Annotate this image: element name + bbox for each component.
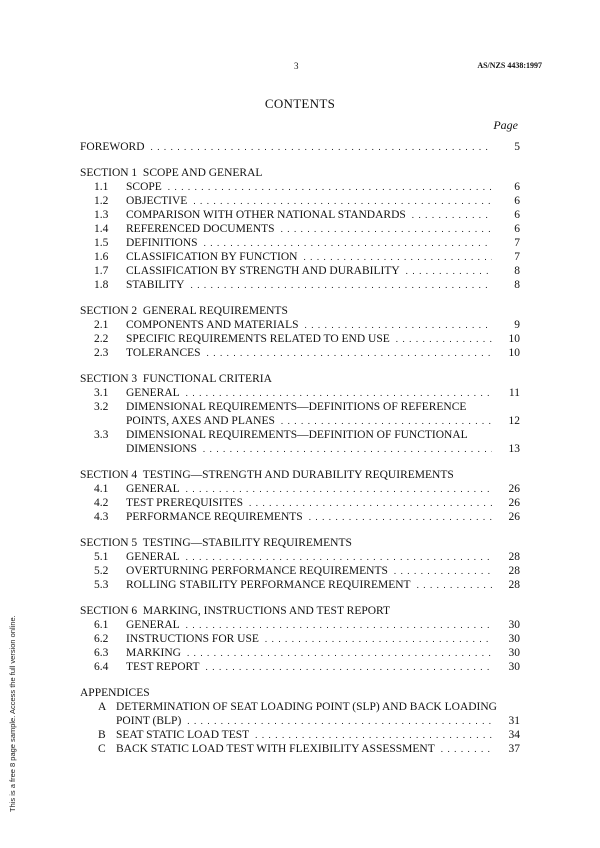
toc-entry[interactable] — [80, 618, 520, 632]
toc-entry[interactable] — [80, 250, 520, 264]
toc-entry-page: 37 — [508, 743, 520, 755]
toc-entry[interactable] — [80, 180, 520, 194]
toc-entry-title: GENERAL — [126, 387, 180, 399]
section-heading[interactable]: SECTION 1 SCOPE AND GENERAL — [80, 167, 263, 179]
toc-entry[interactable] — [80, 278, 520, 292]
spacer — [80, 674, 520, 686]
toc-entry-page: 26 — [508, 511, 520, 523]
dot-leader — [186, 482, 492, 496]
toc-entry-number: 5.1 — [94, 551, 109, 563]
toc-entry-title: MARKING — [126, 647, 181, 659]
toc-entry-title-continued: POINTS, AXES AND PLANES — [126, 415, 275, 427]
toc-entry-title: TEST PREREQUISITES — [126, 497, 244, 509]
toc-entry-page: 28 — [508, 551, 520, 563]
toc-entry-title: TEST REPORT — [126, 661, 200, 673]
toc-entry-title: GENERAL — [126, 483, 180, 495]
toc-entry-number: 2.1 — [94, 319, 109, 331]
toc-entry-foreword[interactable] — [80, 140, 520, 154]
dot-leader — [394, 564, 492, 578]
dot-leader — [441, 742, 492, 756]
dot-leader — [186, 550, 492, 564]
spacer — [80, 592, 520, 604]
dot-leader — [281, 414, 492, 428]
toc-entry-page: 12 — [508, 415, 520, 427]
toc-entry-continuation[interactable] — [80, 714, 520, 728]
dot-leader — [203, 442, 492, 456]
toc-entry[interactable] — [80, 346, 520, 360]
dot-leader — [265, 632, 492, 646]
toc-entry-page: 26 — [508, 483, 520, 495]
toc-entry[interactable] — [80, 496, 520, 510]
toc-entry-title: OVERTURNING PERFORMANCE REQUIREMENTS — [126, 565, 388, 577]
toc-entry-number: 1.6 — [94, 251, 109, 263]
toc-entry[interactable] — [80, 578, 520, 592]
toc-entry-title: INSTRUCTIONS FOR USE — [126, 633, 259, 645]
appendices-heading[interactable]: APPENDICES — [80, 687, 150, 699]
dot-leader — [406, 264, 492, 278]
section-heading[interactable]: SECTION 4 TESTING—STRENGTH AND DURABILITY REQUIREMENTS — [80, 469, 454, 481]
toc-entry-title: FOREWORD — [80, 141, 145, 153]
toc-entry-continuation[interactable] — [80, 414, 520, 428]
contents-title: CONTENTS — [264, 96, 336, 111]
toc-entry-number: 3.2 — [94, 401, 109, 413]
toc-entry-page: 5 — [514, 141, 520, 153]
toc-entry[interactable] — [80, 742, 520, 756]
toc-entry[interactable] — [80, 632, 520, 646]
spacer — [80, 456, 520, 468]
toc-entry[interactable] — [80, 550, 520, 564]
toc-entry-number: 2.2 — [94, 333, 109, 345]
table-of-contents — [80, 140, 520, 756]
toc-entry-number: C — [98, 743, 106, 755]
toc-entry-page: 7 — [514, 251, 520, 263]
toc-entry-title: CLASSIFICATION BY STRENGTH AND DURABILITY — [126, 265, 400, 277]
toc-entry-number: 1.1 — [94, 181, 109, 193]
toc-entry-number: 4.1 — [94, 483, 109, 495]
toc-entry[interactable] — [80, 428, 520, 442]
dot-leader — [151, 140, 492, 154]
toc-entry-page: 6 — [514, 209, 520, 221]
toc-entry-title: COMPONENTS AND MATERIALS — [126, 319, 299, 331]
toc-entry[interactable] — [80, 646, 520, 660]
toc-entry-number: 6.1 — [94, 619, 109, 631]
toc-entry[interactable] — [80, 208, 520, 222]
toc-entry-page: 28 — [508, 565, 520, 577]
toc-entry-number: 5.2 — [94, 565, 109, 577]
dot-leader — [309, 510, 492, 524]
dot-leader — [249, 496, 492, 510]
toc-entry[interactable] — [80, 728, 520, 742]
toc-entry-number: 3.1 — [94, 387, 109, 399]
dot-leader — [303, 250, 492, 264]
toc-entry-page: 30 — [508, 661, 520, 673]
toc-entry-title-continued: POINT (BLP) — [116, 715, 182, 727]
toc-entry[interactable] — [80, 700, 520, 714]
toc-entry[interactable] — [80, 660, 520, 674]
toc-entry[interactable] — [80, 386, 520, 400]
toc-entry-number: 1.8 — [94, 279, 109, 291]
toc-entry-number: 1.2 — [94, 195, 109, 207]
toc-entry-title: SPECIFIC REQUIREMENTS RELATED TO END USE — [126, 333, 390, 345]
toc-entry-page: 10 — [508, 347, 520, 359]
dot-leader — [191, 278, 493, 292]
toc-entry[interactable] — [80, 264, 520, 278]
toc-entry[interactable] — [80, 318, 520, 332]
section-heading[interactable]: SECTION 3 FUNCTIONAL CRITERIA — [80, 373, 272, 385]
toc-entry-number: 1.7 — [94, 265, 109, 277]
section-heading[interactable]: SECTION 6 MARKING, INSTRUCTIONS AND TEST REPORT — [80, 605, 391, 617]
dot-leader — [187, 714, 492, 728]
toc-entry-title: REFERENCED DOCUMENTS — [126, 223, 275, 235]
toc-entry-number: 4.3 — [94, 511, 109, 523]
toc-entry-title: SEAT STATIC LOAD TEST — [116, 729, 250, 741]
toc-entry-title-continued: DIMENSIONS — [126, 443, 197, 455]
document-code: AS/NZS 4438:1997 — [477, 61, 542, 70]
toc-entry[interactable] — [80, 510, 520, 524]
toc-entry-page: 7 — [514, 237, 520, 249]
toc-entry-number: 6.3 — [94, 647, 109, 659]
toc-entry-number: 6.4 — [94, 661, 109, 673]
toc-entry-title: GENERAL — [126, 551, 180, 563]
toc-entry-title: TOLERANCES — [126, 347, 201, 359]
section-heading[interactable]: SECTION 5 TESTING—STABILITY REQUIREMENTS — [80, 537, 352, 549]
toc-entry[interactable] — [80, 236, 520, 250]
dot-leader — [305, 318, 492, 332]
toc-entry-title: PERFORMANCE REQUIREMENTS — [126, 511, 303, 523]
toc-entry-title: COMPARISON WITH OTHER NATIONAL STANDARDS — [126, 209, 406, 221]
toc-entry-title: DIMENSIONAL REQUIREMENTS—DEFINITIONS OF REFERENCE — [126, 401, 467, 413]
spacer — [80, 154, 520, 166]
toc-entry-number: 1.5 — [94, 237, 109, 249]
toc-entry[interactable] — [80, 222, 520, 236]
page-column-label: Page — [493, 118, 518, 132]
dot-leader — [255, 728, 492, 742]
toc-entry-page: 8 — [514, 279, 520, 291]
dot-leader — [412, 208, 492, 222]
toc-entry-number: 1.4 — [94, 223, 109, 235]
toc-entry-page: 9 — [514, 319, 520, 331]
toc-entry-page: 28 — [508, 579, 520, 591]
page-number: 3 — [294, 61, 299, 71]
toc-entry-number: 1.3 — [94, 209, 109, 221]
dot-leader — [168, 180, 492, 194]
toc-entry[interactable] — [80, 564, 520, 578]
dot-leader — [204, 236, 492, 250]
dot-leader — [207, 346, 492, 360]
toc-entry-number: 2.3 — [94, 347, 109, 359]
dot-leader — [417, 578, 492, 592]
toc-entry-page: 6 — [514, 195, 520, 207]
toc-entry[interactable] — [80, 482, 520, 496]
toc-entry-title: DETERMINATION OF SEAT LOADING POINT (SLP) AND BACK LOADING — [116, 701, 497, 713]
toc-entry-number: B — [98, 729, 106, 741]
toc-entry-page: 6 — [514, 223, 520, 235]
toc-entry-page: 8 — [514, 265, 520, 277]
spacer — [80, 524, 520, 536]
sample-notice: This is a free 8 page sample. Access the full version online. — [8, 615, 17, 812]
toc-entry-page: 34 — [508, 729, 520, 741]
toc-entry-page: 30 — [508, 647, 520, 659]
spacer — [80, 292, 520, 304]
toc-entry-title: ROLLING STABILITY PERFORMANCE REQUIREMENT — [126, 579, 411, 591]
toc-entry-title: OBJECTIVE — [126, 195, 188, 207]
toc-entry-page: 11 — [508, 387, 520, 399]
toc-entry-page: 6 — [514, 181, 520, 193]
dot-leader — [186, 386, 492, 400]
toc-entry-page: 30 — [508, 633, 520, 645]
section-heading[interactable]: SECTION 2 GENERAL REQUIREMENTS — [80, 305, 288, 317]
dot-leader — [206, 660, 492, 674]
toc-entry-title: STABILITY — [126, 279, 185, 291]
toc-entry-page: 10 — [508, 333, 520, 345]
dot-leader — [193, 194, 492, 208]
toc-entry-title: CLASSIFICATION BY FUNCTION — [126, 251, 298, 263]
toc-entry[interactable] — [80, 194, 520, 208]
toc-entry-number: A — [98, 701, 107, 713]
toc-entry-continuation[interactable] — [80, 442, 520, 456]
toc-entry[interactable] — [80, 332, 520, 346]
toc-entry-page: 13 — [508, 443, 520, 455]
spacer — [80, 360, 520, 372]
dot-leader — [281, 222, 492, 236]
toc-entry-page: 31 — [508, 715, 520, 727]
toc-entry-number: 3.3 — [94, 429, 109, 441]
toc-entry-title: BACK STATIC LOAD TEST WITH FLEXIBILITY ASSESSMENT — [116, 743, 435, 755]
toc-entry-title: DEFINITIONS — [126, 237, 198, 249]
toc-entry-number: 4.2 — [94, 497, 109, 509]
dot-leader — [187, 646, 492, 660]
dot-leader — [396, 332, 492, 346]
toc-entry-page: 26 — [508, 497, 520, 509]
toc-entry-title: GENERAL — [126, 619, 180, 631]
toc-entry-page: 30 — [508, 619, 520, 631]
toc-entry-title: SCOPE — [126, 181, 162, 193]
toc-entry-title: DIMENSIONAL REQUIREMENTS—DEFINITION OF FUNCTIONAL — [126, 429, 468, 441]
dot-leader — [186, 618, 492, 632]
toc-entry-number: 6.2 — [94, 633, 109, 645]
toc-entry-number: 5.3 — [94, 579, 109, 591]
toc-entry[interactable] — [80, 400, 520, 414]
